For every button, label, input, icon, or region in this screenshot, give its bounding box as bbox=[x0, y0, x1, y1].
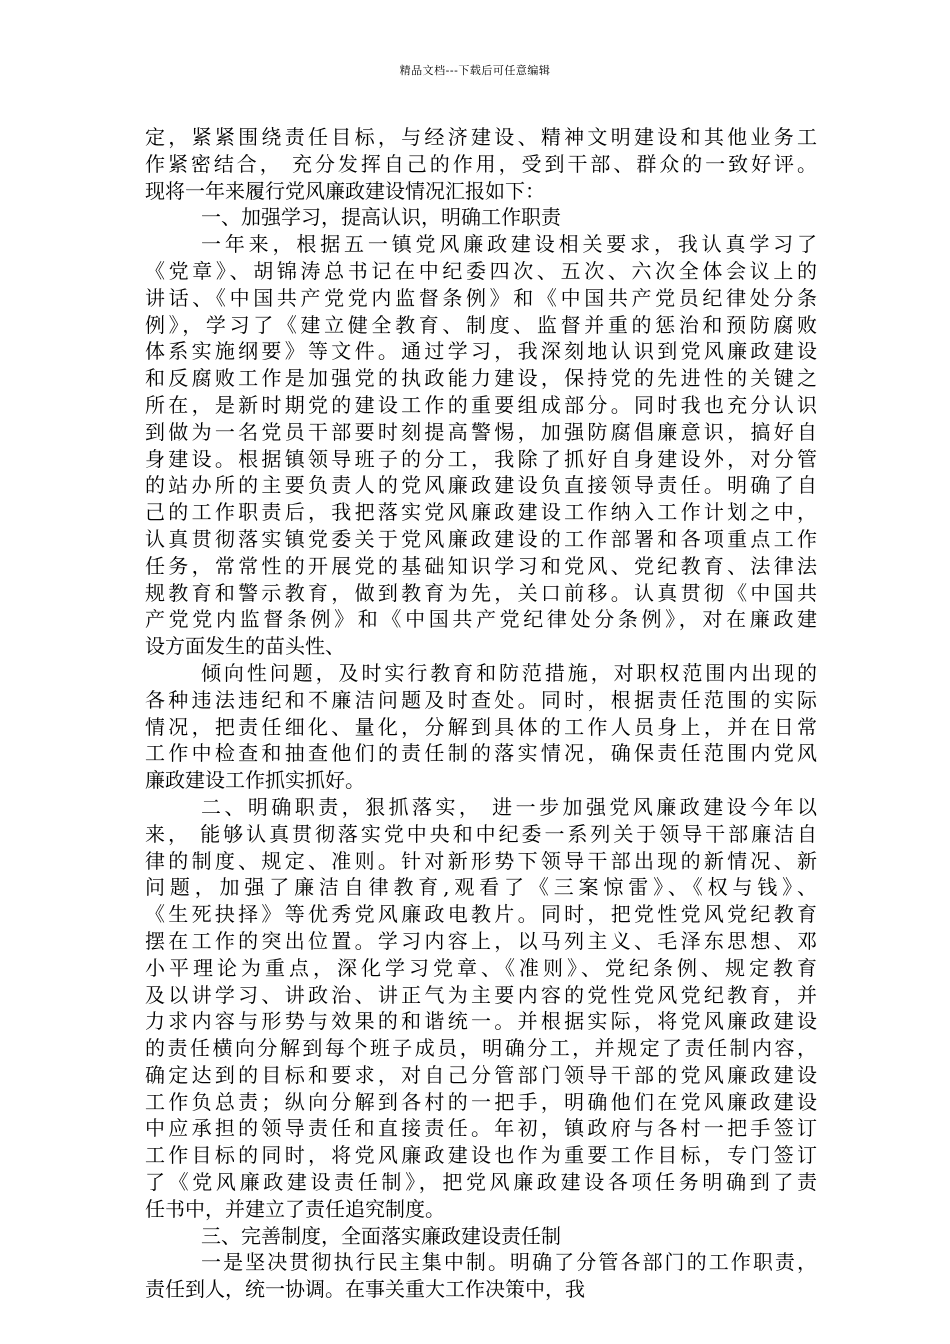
paragraph-line: 廉政建设工作抓实抓好。 bbox=[145, 768, 365, 793]
paragraph-line: 体系实施纲要》等文件。通过学习，我深刻地认识到党风廉政建设 bbox=[145, 339, 817, 364]
paragraph-line: 力求内容与形势与效果的和谐统一。并根据实际，将党风廉政建设 bbox=[145, 1009, 817, 1034]
paragraph-line: 来， 能够认真贯彻落实党中央和中纪委一系列关于领导干部廉洁自 bbox=[145, 821, 817, 846]
paragraph-line: 身建设。根据镇领导班子的分工，我除了抓好自身建设外，对分管 bbox=[145, 446, 817, 471]
section-heading: 一、加强学习，提高认识，明确工作职责 bbox=[201, 205, 561, 230]
paragraph-line: 工作目标的同时，将党风廉政建设也作为重要工作目标，专门签订 bbox=[145, 1143, 817, 1168]
paragraph-line: 律的制度、规定、准则。针对新形势下领导干部出现的新情况、新 bbox=[145, 848, 817, 873]
paragraph-line: 设方面发生的苗头性、 bbox=[145, 634, 345, 659]
paragraph-line: 任书中，并建立了责任追究制度。 bbox=[145, 1196, 445, 1221]
paragraph-line: 二、明确职责，狠抓落实， 进一步加强党风廉政建设今年以 bbox=[201, 794, 817, 819]
paragraph-line: 问题，加强了廉洁自律教育,观看了《三案惊雷》、《权与钱》、 bbox=[145, 875, 817, 900]
paragraph-line: 及以讲学习、讲政治、讲正气为主要内容的党性党风党纪教育，并 bbox=[145, 982, 817, 1007]
paragraph-line: 确定达到的目标和要求，对自己分管部门领导干部的党风廉政建设 bbox=[145, 1062, 817, 1087]
paragraph-line: 作紧密结合， 充分发挥自己的作用，受到干部、群众的一致好评。 bbox=[145, 151, 817, 176]
paragraph-line: 摆在工作的突出位置。学习内容上，以马列主义、毛泽东思想、邓 bbox=[145, 928, 817, 953]
paragraph-line: 所在，是新时期党的建设工作的重要组成部分。同时我也充分认识 bbox=[145, 392, 817, 417]
paragraph-line: 例》，学习了《建立健全教育、制度、监督并重的惩治和预防腐败 bbox=[145, 312, 817, 337]
paragraph-line: 己的工作职责后，我把落实党风廉政建设工作纳入工作计划之中， bbox=[145, 500, 817, 525]
paragraph-line: 《党章》、胡锦涛总书记在中纪委四次、五次、六次全体会议上的 bbox=[145, 258, 817, 283]
paragraph-line: 到做为一名党员干部要时刻提高警惕，加强防腐倡廉意识，搞好自 bbox=[145, 419, 817, 444]
paragraph-line: 中应承担的领导责任和直接责任。年初，镇政府与各村一把手签订 bbox=[145, 1116, 817, 1141]
paragraph-line: 《生死抉择》等优秀党风廉政电教片。同时，把党性党风党纪教育 bbox=[145, 902, 817, 927]
paragraph-line: 责任到人，统一协调。在事关重大工作决策中，我 bbox=[145, 1277, 585, 1302]
paragraph-line: 规教育和警示教育，做到教育为先，关口前移。认真贯彻《中国共 bbox=[145, 580, 817, 605]
paragraph-line: 倾向性问题，及时实行教育和防范措施，对职权范围内出现的 bbox=[201, 660, 817, 685]
paragraph-line: 现将一年来履行党风廉政建设情况汇报如下： bbox=[145, 178, 545, 203]
paragraph-line: 和反腐败工作是加强党的执政能力建设，保持党的先进性的关键之 bbox=[145, 366, 817, 391]
paragraph-line: 工作中检查和抽查他们的责任制的落实情况，确保责任范围内党风 bbox=[145, 741, 817, 766]
paragraph-line: 了《党风廉政建设责任制》，把党风廉政建设各项任务明确到了责 bbox=[145, 1170, 817, 1195]
document-body bbox=[145, 124, 817, 1303]
section-heading: 三、完善制度，全面落实廉政建设责任制 bbox=[201, 1223, 561, 1248]
paragraph-line: 工作负总责；纵向分解到各村的一把手，明确他们在党风廉政建设 bbox=[145, 1089, 817, 1114]
paragraph-line: 定，紧紧围绕责任目标，与经济建设、精神文明建设和其他业务工 bbox=[145, 125, 817, 149]
page-header: 精品文档---下载后可任意编辑 bbox=[399, 64, 551, 77]
paragraph-line: 认真贯彻落实镇党委关于党风廉政建设的工作部署和各项重点工作 bbox=[145, 526, 817, 551]
paragraph-line: 一是坚决贯彻执行民主集中制。明确了分管各部门的工作职责， bbox=[201, 1250, 817, 1275]
paragraph-line: 讲话、《中国共产党党内监督条例》和《中国共产党员纪律处分条 bbox=[145, 285, 817, 310]
paragraph-line: 小平理论为重点，深化学习党章、《准则》、党纪条例、规定教育 bbox=[145, 955, 817, 980]
paragraph-line: 产党党内监督条例》和《中国共产党纪律处分条例》，对在廉政建 bbox=[145, 607, 817, 632]
paragraph-line: 的站办所的主要负责人的党风廉政建设负直接领导责任。明确了自 bbox=[145, 473, 817, 498]
paragraph-line: 任务，常常性的开展党的基础知识学习和党风、党纪教育、法律法 bbox=[145, 553, 817, 578]
paragraph-line: 情况，把责任细化、量化，分解到具体的工作人员身上，并在日常 bbox=[145, 714, 817, 739]
paragraph-line: 一年来，根据五一镇党风廉政建设相关要求，我认真学习了 bbox=[201, 232, 817, 257]
paragraph-line: 各种违法违纪和不廉洁问题及时查处。同时，根据责任范围的实际 bbox=[145, 687, 817, 712]
paragraph-line: 的责任横向分解到每个班子成员，明确分工，并规定了责任制内容， bbox=[145, 1036, 817, 1061]
